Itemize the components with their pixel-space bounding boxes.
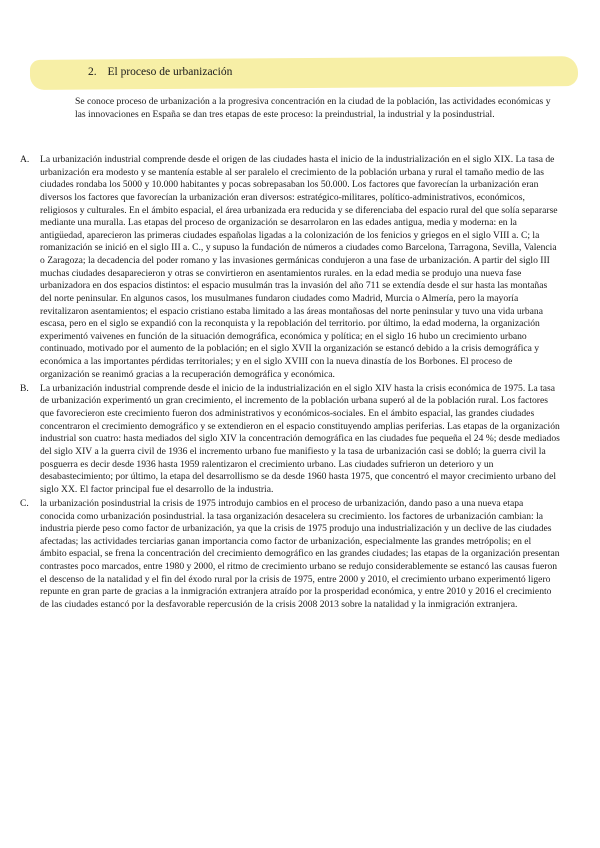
stage-list xyxy=(20,154,560,613)
list-item-c xyxy=(20,498,560,612)
list-item-a xyxy=(20,154,560,381)
list-marker: A. xyxy=(20,154,30,165)
list-marker: C. xyxy=(20,497,29,509)
section-title: El proceso de urbanización xyxy=(107,66,233,78)
list-item-text: La urbanización industrial comprende desde el inicio de la industrialización en el siglo XIV hasta la crisis económica de 1975. La tasa de urbanización experimentó un gran crecimiento, el incremento de la población urbana superó al de la población rural. Los factores que favorecieron este crecimiento fueron dos administrativos y económicos-sociales. En el ámbito espacial, las grandes ciudades concentraron el crecimiento demográfico y se extendieron en el espacio constituyendo amplias periferias. Las etapas de la organización industrial son cuatro: hasta mediados del siglo XIV la concentración demográfica en las ciudades fue pequeña el 24 %; desde mediados del siglo XIV a la guerra civil de 1936 el incremento urbano fue manifiesto y la tasa de urbanización casi se dobló; la guerra civil la posguerra es decir desde 1936 hasta 1959 ralentizaron el crecimiento urbano. Las ciudades sufrieron un deterioro y un desabastecimiento; por último, la etapa del desarrollismo se da desde 1960 hasta 1975, que concentró el mayor crecimiento urbano del siglo XX. El factor principal fue el desarrollo de la industria. xyxy=(40,382,560,495)
section-number: 2. xyxy=(88,66,97,78)
list-marker: B. xyxy=(20,382,29,394)
intro-paragraph: Se conoce proceso de urbanización a la progresiva concentración en la ciudad de la población, las actividades económicas y las innovaciones en España se dan tres etapas de este proceso: la preindustrial, la industrial y la posindustrial. xyxy=(75,96,551,120)
list-item-text: la urbanización posindustrial la crisis de 1975 introdujo cambios en el proceso de urbanización, dando paso a una nueva etapa conocida como urbanización posindustrial. la tasa organización desacelera su crecimiento. los factores de urbanización cambian: la industria pierde peso como factor de urbanización, ya que la crisis de 1975 produjo una industrialización y un declive de las ciudades afectadas; las actividades terciarias ganan importancia como factor de urbanización, especialmente las grandes metrópolis; en el ámbito espacial, se frena la concentración del crecimiento demográfico en las grandes ciudades; las etapas de la organización presentan contrastes poco marcados, entre 1980 y 2000, el ritmo de crecimiento urbano se redujo considerablemente se estancó las causas fueron el descenso de la natalidad y el fin del éxodo rural por la crisis de 1975, entre 2000 y 2010, el crecimiento urbano experimentó ligero repunte en gran parte de gracias a la inmigración extranjera atraído por la prosperidad económica, y entre 2010 y 2016 el crecimiento de las ciudades estancó por la desfavorable repercusión de la crisis 2008 2013 sobre la natalidad y la inmigración extranjera. xyxy=(40,497,560,610)
list-item-text: La urbanización industrial comprende desde el origen de las ciudades hasta el inicio de la industrialización en el siglo XIX. La tasa de urbanización era modesto y se mantenía estable al ser paralelo el crecimiento de la población urbana y rural el tamaño medio de las ciudades rondaba los 5000 y 10.000 habitantes y pocas sobrepasaban los 50.000. Los factores que favorecían la urbanización eran diversos los factores que favorecían la urbanización eran diversos: estratégico-militares, político-administrativos, económicos, religiosos y culturales. En el ámbito espacial, el área urbanizada era reducida y se diferenciaba del espacio rural del que solía separarse mediante una muralla. Las etapas del proceso de organización se desarrolaron en las edades antigua, media y moderna: en la antigüedad, aparecieron las primeras ciudades españolas ligadas a la colonización de los fenicios y griegos en el siglo VIII a. C; la romanización se inició en el siglo III a. C., y supuso la fundación de números a ciudades como Barcelona, Tarragona, Sevilla, Valencia o Zaragoza; la decadencia del poder romano y las invasiones germánicas condujeron a una fase de urbanización. A partir del siglo III muchas ciudades desaparecieron y otras se convirtieron en asentamientos rurales. en la edad media se produjo una nueva fase urbanizadora en dos espacios distintos: el espacio musulmán tras la invasión del año 711 se extendía desde el sur hasta las montañas del norte peninsular. En algunos casos, los musulmanes fundaron ciudades como Madrid, Murcia o Almería, pero la mayoría revitalizaron asentamientos; el espacio cristiano estaba limitado a las áreas montañosas del norte peninsular y tuvo una vida urbana escasa, pero en el siglo se expandió con la reconquista y la repoblación del territorio. por último, la edad moderna, la organización experimentó vaivenes en función de la situación demográfica, económica y política; en el siglo 16 hubo un crecimiento urbano continuado, motivado por el aumento de la población; en el siglo XVII la organización se estancó debido a la crisis demográfica y económica a las importantes pérdidas territoriales; y en el siglo XVIII con la nueva dinastía de los Borbones. El proceso de organización se reanimó gracias a la recuperación demográfica y económica. xyxy=(40,154,558,380)
list-item-b xyxy=(20,383,560,497)
section-heading xyxy=(88,64,232,80)
